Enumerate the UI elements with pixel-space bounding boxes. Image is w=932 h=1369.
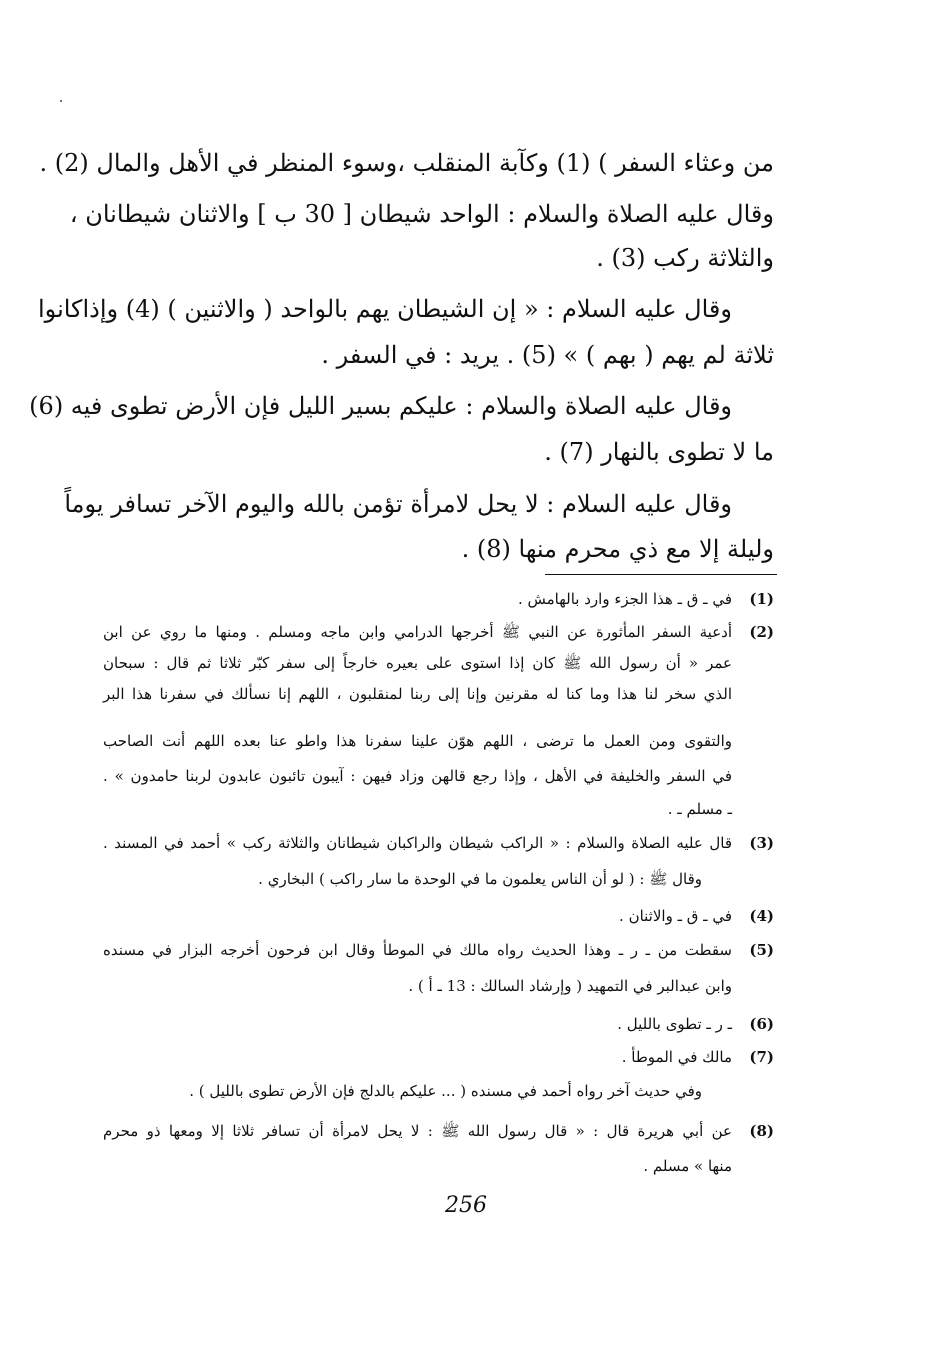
footnote-number: (2) bbox=[749, 623, 774, 641]
footnote-line: وفي حديث آخر رواه أحمد في مسنده ( ... عليكم بالدلج فإن الأرض تطوى بالليل ) . bbox=[189, 1082, 702, 1100]
footnote-line: أدعية السفر المأثورة عن النبي ﷺ أخرجها الدرامي وابن ماجه ومسلم . ومنها ما روي عن ابن bbox=[103, 623, 732, 641]
main-text-line: وقال عليه الصلاة والسلام : عليكم بسير الليل فإن الأرض تطوى فيه (6) bbox=[29, 392, 732, 420]
footnote-line: الذي سخر لنا هذا وما كنا له مقرنين وإنا إلى ربنا لمنقلبون ، اللهم إنا نسألك في سفرنا هذا البر bbox=[103, 685, 732, 703]
footnote-line: في ـ ق ـ هذا الجزء وارد بالهامش . bbox=[517, 590, 732, 608]
footnote-line: ـ ر ـ تطوى بالليل . bbox=[617, 1015, 732, 1033]
footnote-line: في السفر والخليفة في الأهل ، وإذا رجع قالهن وزاد فيهن : آيبون تائبون عابدون لربنا حامدون » . bbox=[103, 767, 732, 785]
footnote-number: (5) bbox=[749, 941, 774, 959]
footnote-line: والتقوى ومن العمل ما ترضى ، اللهم هوّن علينا سفرنا هذا واطو عنا بعده اللهم أنت الصاحب bbox=[103, 732, 732, 750]
footnote-line: عمر « أن رسول الله ﷺ كان إذا استوى على بعيره خارجاً إلى سفر كبّر ثلاثا ثم قال : سبحان bbox=[103, 654, 732, 672]
main-text-line: وقال عليه السلام : لا يحل لامرأة تؤمن بالله واليوم الآخر تسافر يوماً bbox=[64, 490, 732, 518]
footnote-line: وقال ﷺ : ( لو أن الناس يعلمون ما في الوحدة ما سار راكب ) البخاري . bbox=[258, 870, 702, 888]
main-text-line: من وعثاء السفر ) (1) وكآبة المنقلب ،وسوء المنظر في الأهل والمال (2) . bbox=[39, 149, 774, 177]
footnote-line: قال عليه الصلاة والسلام : « الراكب شيطان والراكبان شيطانان والثلاثة ركب » أحمد في المسند . bbox=[103, 834, 732, 852]
main-text-line: وقال عليه الصلاة والسلام : الواحد شيطان [ 30 ب ] والاثنان شيطانان ، bbox=[69, 200, 774, 228]
footnote-line: سقطت من ـ ر ـ وهذا الحديث رواه مالك في الموطأ وقال ابن فرحون أخرجه البزار في مسنده bbox=[103, 941, 732, 959]
footnote-line: وابن عبدالبر في التمهيد ( وإرشاد السالك : 13 ـ أ ) . bbox=[408, 977, 732, 995]
main-text-line: والثلاثة ركب (3) . bbox=[596, 244, 774, 272]
main-text-line: وليلة إلا مع ذي محرم منها (8) . bbox=[461, 535, 774, 563]
footnote-separator bbox=[545, 574, 777, 575]
footnote-number: (6) bbox=[749, 1015, 774, 1033]
footnote-number: (1) bbox=[749, 590, 774, 608]
footnote-line: عن أبي هريرة قال : « قال رسول الله ﷺ : لا يحل لامرأة أن تسافر ثلاثا إلا ومعها ذو محرم bbox=[103, 1122, 732, 1140]
footnote-number: (8) bbox=[749, 1122, 774, 1140]
footnote-number: (7) bbox=[749, 1048, 774, 1066]
footnote-number: (4) bbox=[749, 907, 774, 925]
page-number: 256 bbox=[445, 1193, 487, 1218]
main-text-line: وقال عليه السلام : « إن الشيطان يهم بالواحد ( والاثنين ) (4) وإذاكانوا bbox=[38, 295, 732, 323]
footnote-line: في ـ ق ـ والاثنان . bbox=[619, 907, 732, 925]
footnote-line: مالك في الموطأ . bbox=[621, 1048, 732, 1066]
footnote-line: منها » مسلم . bbox=[643, 1157, 732, 1175]
main-text-line: ثلاثة لم يهم ( بهم ) » (5) . يريد : في السفر . bbox=[321, 341, 774, 369]
footnote-line: ـ مسلم ـ . bbox=[667, 800, 732, 818]
scan-speck bbox=[60, 100, 62, 102]
main-text-line: ما لا تطوى بالنهار (7) . bbox=[544, 438, 774, 466]
footnote-number: (3) bbox=[749, 834, 774, 852]
